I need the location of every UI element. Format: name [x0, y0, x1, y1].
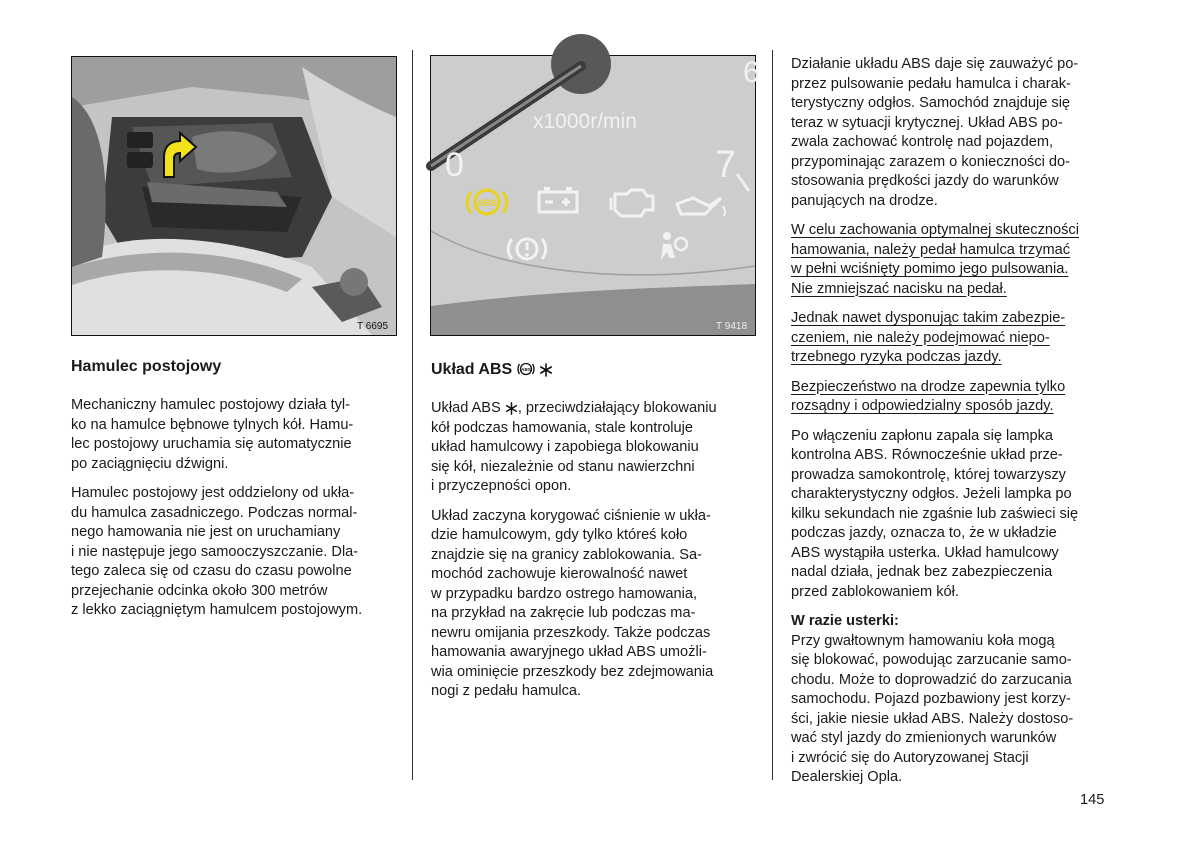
parking-brake-illustration — [72, 57, 396, 335]
paragraph: Układ zaczyna korygować ciśnienie w ukła- dzie hamulcowym, gdy tylko któreś koło znajdzie się na granicy zablokowania. Sa- mochód zachowuje kierowalność nawet w przypadku bardzo ostrego hamowania, na przykład na zakręcie lub podczas ma- newru omijania przeszkody. Także podczas hamowania awaryjnego układ ABS umożli- wia ominięcie przeszkody bez zdejmowania nogi z pedału hamulca. — [431, 507, 714, 699]
tachometer-tick-7: 7 — [715, 144, 737, 186]
underlined-paragraph: W celu zachowania optymalnej skuteczności hamowania, należy pedał hamulca trzymać w pełni wciśnięty pomimo jego pulsowania. Nie zmniejszać nacisku na pedał. — [791, 222, 1079, 297]
underlined-paragraph: Jednak nawet dysponując takim zabezpie- czeniem, nie należy podejmować niepo- trzebnego ryzyka podczas jazdy. — [791, 310, 1066, 365]
column-divider-right — [772, 50, 773, 780]
abs-lead-text: Układ ABS — [431, 400, 501, 416]
snowflake-icon — [539, 363, 553, 377]
svg-text:ABS: ABS — [520, 367, 531, 372]
column-abs-continued — [791, 55, 1116, 798]
snowflake-icon — [505, 402, 518, 415]
figure-code: T 6695 — [357, 321, 388, 332]
figure-code: T 9418 — [716, 321, 747, 332]
page-number: 145 — [1080, 792, 1105, 808]
paragraph: Przy gwałtownym hamowaniu koła mogą się blokować, powodując zarzucanie samo- chodu. Może to doprowadzić do zarzucania samochodu. Pojazd pozbawiony jest korzy- ści, jakie niesie układ ABS. Należy dostoso- wać styl jazdy do zmienionych warunków i zwrócić się do Autoryzowanej Stacji Dealerskiej Opla. — [791, 632, 1074, 785]
parking-brake-arrow-icon — [158, 131, 198, 179]
abs-paragraph-rest: , przeciwdziałający blokowaniu kół podczas hamowania, stale kontroluje układ hamulcowy i zapobiega blokowaniu się kół, niezależnie od stanu nawierzchni i przyczepności opon. — [431, 400, 717, 494]
instrument-cluster-figure — [430, 55, 760, 336]
section-heading-abs — [431, 359, 756, 381]
heading-text: Układ ABS — [431, 361, 513, 378]
svg-text:ABS: ABS — [477, 198, 497, 208]
section-heading-parking-brake: Hamulec postojowy — [71, 358, 222, 375]
paragraph: Działanie układu ABS daje się zauważyć po- przez pulsowanie pedału hamulca i charak- terystyczny odgłos. Samochód znajduje się teraz w sytuacji krytycznej. Układ ABS po- zwala zachować kontrolę nad pojazdem, przypominając zarazem o konieczności do- stosowania prędkości jazdy do warunków panujących na drodze. — [791, 56, 1079, 209]
paragraph: Hamulec postojowy jest oddzielony od ukła- du hamulca zasadniczego. Podczas normal- nego hamowania nie jest on uruchamiany i nie następuje jego samooczyszczanie. Dla- tego zaleca się od czasu do czasu powolne przejechanie odcinka około 300 metrów z lekko zaciągniętym hamulcem postojowym. — [71, 485, 363, 618]
column-parking-brake — [71, 356, 396, 631]
underlined-paragraph: Bezpieczeństwo na drodze zapewnia tylko rozsądny i odpowiedzialny sposób jazdy. — [791, 378, 1066, 414]
column-abs — [431, 359, 756, 712]
tachometer-illustration — [431, 56, 755, 335]
tachometer-label: x1000r/min — [533, 110, 637, 133]
tachometer-tick-6: 6 — [743, 56, 760, 89]
paragraph: Mechaniczny hamulec postojowy działa tyl- ko na hamulce bębnowe tylnych kół. Hamu- lec postojowy uruchamia się automatycznie po zaciągnięciu dźwigni. — [71, 397, 354, 472]
column-divider-left — [412, 50, 413, 780]
abs-symbol-icon — [517, 361, 535, 377]
tachometer-tick-0: 0 — [445, 146, 464, 184]
paragraph — [431, 399, 756, 497]
subheading-fault: W razie usterki: — [791, 613, 899, 629]
paragraph: Po włączeniu zapłonu zapala się lampka kontrolna ABS. Równocześnie układ prze- prowadza samokontrolę, której towarzyszy charakterystyczny odgłos. Jeżeli lampka po kilku sekundach nie zgaśnie lub zaświeci się podczas jazdy, oznacza to, że w układzie ABS wystąpiła usterka. Układ hamulcowy nadal działa, jednak bez zabezpieczenia przed zablokowaniem kół. — [791, 427, 1079, 600]
parking-brake-figure — [71, 56, 397, 336]
